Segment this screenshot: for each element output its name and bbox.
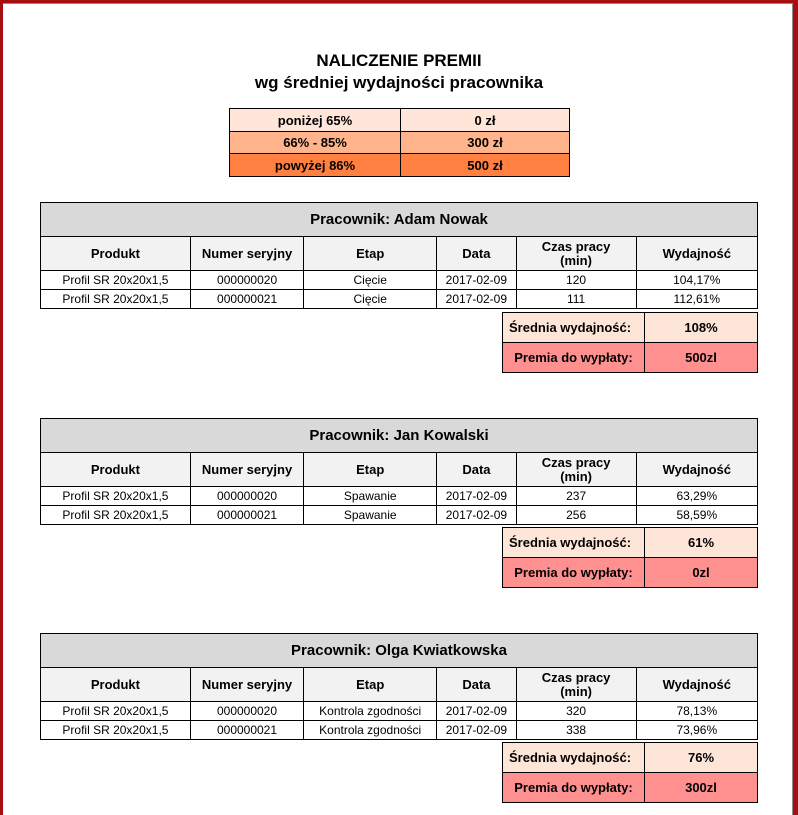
employee-summary-table xyxy=(502,527,758,588)
column-header-time xyxy=(516,453,636,487)
bonus-payout-label: Premia do wypłaty: xyxy=(503,773,645,803)
threshold-row xyxy=(230,154,570,177)
frame-top-shadow xyxy=(3,3,793,4)
cell-efficiency: 58,59% xyxy=(636,506,757,525)
average-efficiency-value: 108% xyxy=(645,313,758,343)
employee-header-row xyxy=(41,634,758,668)
column-header-row xyxy=(41,668,758,702)
cell-date: 2017-02-09 xyxy=(437,721,516,740)
bonus-payout-label: Premia do wypłaty: xyxy=(503,558,645,588)
table-row xyxy=(41,702,758,721)
cell-time: 338 xyxy=(516,721,636,740)
column-header-date: Data xyxy=(437,668,516,702)
employee-summary-table xyxy=(502,312,758,373)
column-header-date: Data xyxy=(437,453,516,487)
threshold-amount: 500 zł xyxy=(401,154,570,177)
cell-product: Profil SR 20x20x1,5 xyxy=(41,721,191,740)
cell-product: Profil SR 20x20x1,5 xyxy=(41,702,191,721)
employee-header-row xyxy=(41,419,758,453)
average-efficiency-row xyxy=(503,528,758,558)
column-header-product: Produkt xyxy=(41,668,191,702)
column-header-efficiency: Wydajność xyxy=(636,668,757,702)
cell-date: 2017-02-09 xyxy=(437,290,516,309)
table-row xyxy=(41,506,758,525)
cell-product: Profil SR 20x20x1,5 xyxy=(41,290,191,309)
column-header-time-line2: (min) xyxy=(560,683,592,699)
bonus-payout-value: 500zl xyxy=(645,343,758,373)
cell-efficiency: 73,96% xyxy=(636,721,757,740)
cell-date: 2017-02-09 xyxy=(437,702,516,721)
column-header-serial: Numer seryjny xyxy=(190,668,303,702)
cell-serial: 000000020 xyxy=(190,487,303,506)
cell-serial: 000000021 xyxy=(190,721,303,740)
cell-stage: Spawanie xyxy=(304,487,437,506)
column-header-row xyxy=(41,453,758,487)
bonus-payout-value: 0zl xyxy=(645,558,758,588)
column-header-time-line2: (min) xyxy=(560,468,592,484)
column-header-row xyxy=(41,237,758,271)
cell-efficiency: 78,13% xyxy=(636,702,757,721)
column-header-serial: Numer seryjny xyxy=(190,453,303,487)
average-efficiency-value: 76% xyxy=(645,743,758,773)
cell-time: 120 xyxy=(516,271,636,290)
cell-efficiency: 112,61% xyxy=(636,290,757,309)
table-row xyxy=(41,271,758,290)
report-title: NALICZENIE PREMII xyxy=(316,51,482,70)
threshold-amount: 0 zł xyxy=(401,109,570,132)
average-efficiency-row xyxy=(503,313,758,343)
frame-right-border xyxy=(793,0,798,815)
employee-table xyxy=(40,633,758,740)
column-header-stage: Etap xyxy=(304,237,437,271)
average-efficiency-label: Średnia wydajność: xyxy=(503,743,645,773)
table-row xyxy=(41,721,758,740)
cell-serial: 000000020 xyxy=(190,271,303,290)
cell-date: 2017-02-09 xyxy=(437,271,516,290)
bonus-payout-label: Premia do wypłaty: xyxy=(503,343,645,373)
column-header-time-line1: Czas pracy xyxy=(541,238,611,254)
column-header-time-line1: Czas pracy xyxy=(541,454,611,470)
cell-serial: 000000020 xyxy=(190,702,303,721)
threshold-row xyxy=(230,132,570,154)
cell-time: 256 xyxy=(516,506,636,525)
average-efficiency-row xyxy=(503,743,758,773)
average-efficiency-label: Średnia wydajność: xyxy=(503,528,645,558)
employee-name: Pracownik: Adam Nowak xyxy=(41,203,758,237)
column-header-efficiency: Wydajność xyxy=(636,453,757,487)
column-header-time-line1: Czas pracy xyxy=(541,669,611,685)
employee-table xyxy=(40,202,758,309)
column-header-time xyxy=(516,668,636,702)
cell-stage: Spawanie xyxy=(304,506,437,525)
cell-efficiency: 63,29% xyxy=(636,487,757,506)
cell-stage: Kontrola zgodności xyxy=(304,721,437,740)
cell-efficiency: 104,17% xyxy=(636,271,757,290)
frame-left-border xyxy=(0,0,3,815)
cell-product: Profil SR 20x20x1,5 xyxy=(41,271,191,290)
column-header-serial: Numer seryjny xyxy=(190,237,303,271)
cell-stage: Cięcie xyxy=(304,290,437,309)
column-header-stage: Etap xyxy=(304,668,437,702)
frame-right-shadow xyxy=(792,3,793,815)
threshold-range: 66% - 85% xyxy=(230,132,401,154)
cell-serial: 000000021 xyxy=(190,506,303,525)
threshold-range: poniżej 65% xyxy=(230,109,401,132)
employee-table xyxy=(40,418,758,525)
table-row xyxy=(41,487,758,506)
bonus-payout-row xyxy=(503,773,758,803)
cell-time: 111 xyxy=(516,290,636,309)
threshold-range: powyżej 86% xyxy=(230,154,401,177)
employee-name: Pracownik: Jan Kowalski xyxy=(41,419,758,453)
column-header-product: Produkt xyxy=(41,237,191,271)
column-header-product: Produkt xyxy=(41,453,191,487)
cell-stage: Cięcie xyxy=(304,271,437,290)
cell-serial: 000000021 xyxy=(190,290,303,309)
column-header-stage: Etap xyxy=(304,453,437,487)
cell-product: Profil SR 20x20x1,5 xyxy=(41,506,191,525)
table-row xyxy=(41,290,758,309)
cell-time: 320 xyxy=(516,702,636,721)
column-header-time-line2: (min) xyxy=(560,252,592,268)
frame-top-border xyxy=(0,0,798,3)
threshold-amount: 300 zł xyxy=(401,132,570,154)
bonus-payout-row xyxy=(503,343,758,373)
average-efficiency-value: 61% xyxy=(645,528,758,558)
average-efficiency-label: Średnia wydajność: xyxy=(503,313,645,343)
report-subtitle: wg średniej wydajności pracownika xyxy=(254,73,544,92)
employee-summary-table xyxy=(502,742,758,803)
bonus-payout-value: 300zl xyxy=(645,773,758,803)
column-header-efficiency: Wydajność xyxy=(636,237,757,271)
column-header-date: Data xyxy=(437,237,516,271)
cell-date: 2017-02-09 xyxy=(437,506,516,525)
cell-product: Profil SR 20x20x1,5 xyxy=(41,487,191,506)
column-header-time xyxy=(516,237,636,271)
cell-stage: Kontrola zgodności xyxy=(304,702,437,721)
cell-time: 237 xyxy=(516,487,636,506)
employee-header-row xyxy=(41,203,758,237)
bonus-payout-row xyxy=(503,558,758,588)
bonus-threshold-table xyxy=(229,108,570,177)
employee-name: Pracownik: Olga Kwiatkowska xyxy=(41,634,758,668)
threshold-row xyxy=(230,109,570,132)
cell-date: 2017-02-09 xyxy=(437,487,516,506)
